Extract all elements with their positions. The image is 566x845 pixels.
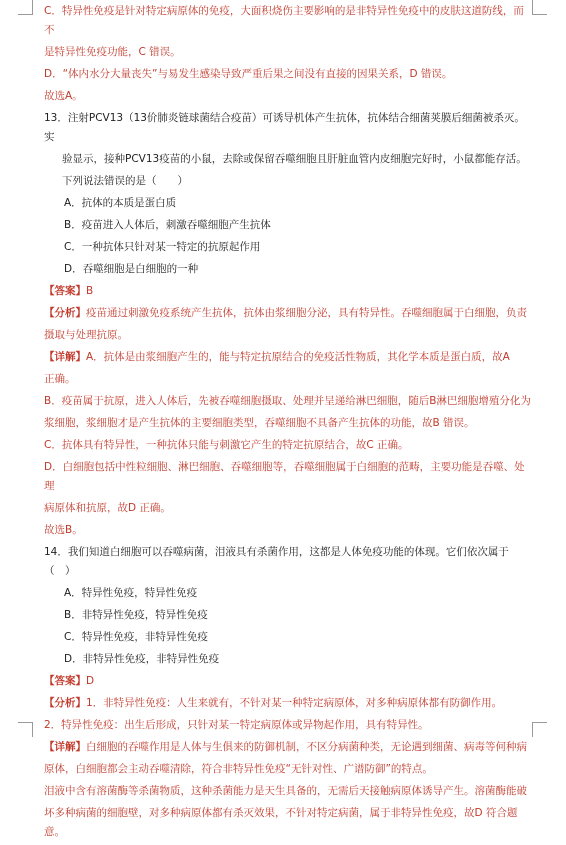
text-line xyxy=(44,282,532,301)
text-line xyxy=(44,172,532,191)
text-line xyxy=(44,326,532,345)
text-line xyxy=(44,260,532,279)
line-text: B．疫苗进入人体后，刺激吞噬细胞产生抗体 xyxy=(64,219,271,231)
line-text: D．吞噬细胞是白细胞的一种 xyxy=(64,263,199,275)
line-text: 浆细胞，浆细胞才是产生抗体的主要细胞类型，吞噬细胞不具备产生抗体的功能，故B 错误。 xyxy=(44,417,475,429)
section-tag: 【分析】 xyxy=(44,307,86,319)
text-line xyxy=(44,628,532,647)
line-text: C．特异性免疫，非特异性免疫 xyxy=(64,631,208,643)
line-text: D xyxy=(86,675,95,687)
line-text: B xyxy=(86,285,94,297)
line-text: 14．我们知道白细胞可以吞噬病菌，泪液具有杀菌作用，这都是人体免疫功能的体现。它们依次属于（ ） xyxy=(44,546,509,577)
line-text: D．非特异性免疫，非特异性免疫 xyxy=(64,653,220,665)
text-line xyxy=(44,694,532,713)
line-text: 泪液中含有溶菌酶等杀菌物质，这种杀菌能力是天生具备的，无需后天接触病原体诱导产生。溶菌酶能破 xyxy=(44,785,527,797)
text-line xyxy=(44,194,532,213)
crop-mark-bottom-right xyxy=(532,722,547,737)
text-line xyxy=(44,650,532,669)
line-text: A．抗体的本质是蛋白质 xyxy=(64,197,177,209)
line-text: 下列说法错误的是（ ） xyxy=(62,175,188,187)
section-tag: 【分析】 xyxy=(44,697,86,709)
line-text: 故选B。 xyxy=(44,524,83,536)
text-line xyxy=(44,238,532,257)
text-line xyxy=(44,782,532,801)
section-tag: 【详解】 xyxy=(44,741,86,753)
crop-mark-bottom-left xyxy=(18,722,33,737)
line-text: 是特异性免疫功能，C 错误。 xyxy=(44,46,181,58)
line-text: C．特异性免疫是针对特定病原体的免疫，大面积烧伤主要影响的是非特异性免疫中的皮肤这道防线，而不 xyxy=(44,5,524,36)
text-line xyxy=(44,43,532,62)
line-text: 坏多种病菌的细胞壁，对多种病原体都有杀灭效果，不针对特定病菌，属于非特异性免疫，故D 符合题意。 xyxy=(44,807,518,838)
text-line xyxy=(44,414,532,433)
line-text: D．“体内水分大量丧失”与易发生感染导致严重后果之间没有直接的因果关系，D 错误。 xyxy=(44,68,453,80)
text-line xyxy=(44,370,532,389)
line-text: A．抗体是由浆细胞产生的，能与特定抗原结合的免疫活性物质，其化学本质是蛋白质，故A xyxy=(86,351,510,363)
text-line xyxy=(44,436,532,455)
document-body xyxy=(44,2,532,845)
text-line xyxy=(44,65,532,84)
text-line xyxy=(44,672,532,691)
text-line xyxy=(44,606,532,625)
text-line xyxy=(44,2,532,40)
text-line xyxy=(44,760,532,779)
text-line xyxy=(44,458,532,496)
line-text: 正确。 xyxy=(44,373,76,385)
text-line xyxy=(44,584,532,603)
text-line xyxy=(44,804,532,842)
text-line xyxy=(44,109,532,147)
line-text: B．疫苗属于抗原，进入人体后，先被吞噬细胞摄取、处理并呈递给淋巴细胞，随后B淋巴细胞增殖分化为 xyxy=(44,395,531,407)
text-line xyxy=(44,716,532,735)
line-text: 2．特异性免疫：出生后形成，只针对某一特定病原体或异物起作用，具有特异性。 xyxy=(44,719,429,731)
crop-mark-top-right xyxy=(532,0,547,15)
line-text: 故选A。 xyxy=(44,90,83,102)
line-text: 1．非特异性免疫：人生来就有，不针对某一种特定病原体，对多种病原体都有防御作用。 xyxy=(86,697,503,709)
text-line xyxy=(44,543,532,581)
section-tag: 【答案】 xyxy=(44,285,86,297)
line-text: D．白细胞包括中性粒细胞、淋巴细胞、吞噬细胞等，吞噬细胞属于白细胞的范畴，主要功能是吞噬、处理 xyxy=(44,461,525,492)
text-line xyxy=(44,392,532,411)
line-text: 摄取与处理抗原。 xyxy=(44,329,128,341)
section-tag: 【详解】 xyxy=(44,351,86,363)
line-text: 13．注射PCV13（13价肺炎链球菌结合疫苗）可诱导机体产生抗体，抗体结合细菌荚膜后细菌被杀灭。实 xyxy=(44,112,525,143)
text-line xyxy=(44,521,532,540)
text-line xyxy=(44,150,532,169)
line-text: 验显示，接种PCV13疫苗的小鼠，去除或保留吞噬细胞且肝脏血管内皮细胞完好时，小鼠都能存活。 xyxy=(62,153,527,165)
text-line xyxy=(44,348,532,367)
text-line xyxy=(44,304,532,323)
line-text: C．抗体具有特异性，一种抗体只能与刺激它产生的特定抗原结合，故C 正确。 xyxy=(44,439,409,451)
crop-mark-top-left xyxy=(18,0,33,15)
line-text: 白细胞的吞噬作用是人体与生俱来的防御机制，不区分病菌种类，无论遇到细菌、病毒等何种病 xyxy=(86,741,527,753)
line-text: 原体，白细胞都会主动吞噬清除，符合非特异性免疫“无针对性、广谱防御”的特点。 xyxy=(44,763,433,775)
line-text: A．特异性免疫，特异性免疫 xyxy=(64,587,198,599)
line-text: 病原体和抗原，故D 正确。 xyxy=(44,502,171,514)
section-tag: 【答案】 xyxy=(44,675,86,687)
line-text: B．非特异性免疫，特异性免疫 xyxy=(64,609,208,621)
line-text: C．一种抗体只针对某一特定的抗原起作用 xyxy=(64,241,261,253)
line-text: 疫苗通过刺激免疫系统产生抗体，抗体由浆细胞分泌，具有特异性。吞噬细胞属于白细胞，负责 xyxy=(86,307,527,319)
text-line xyxy=(44,499,532,518)
text-line xyxy=(44,87,532,106)
text-line xyxy=(44,216,532,235)
